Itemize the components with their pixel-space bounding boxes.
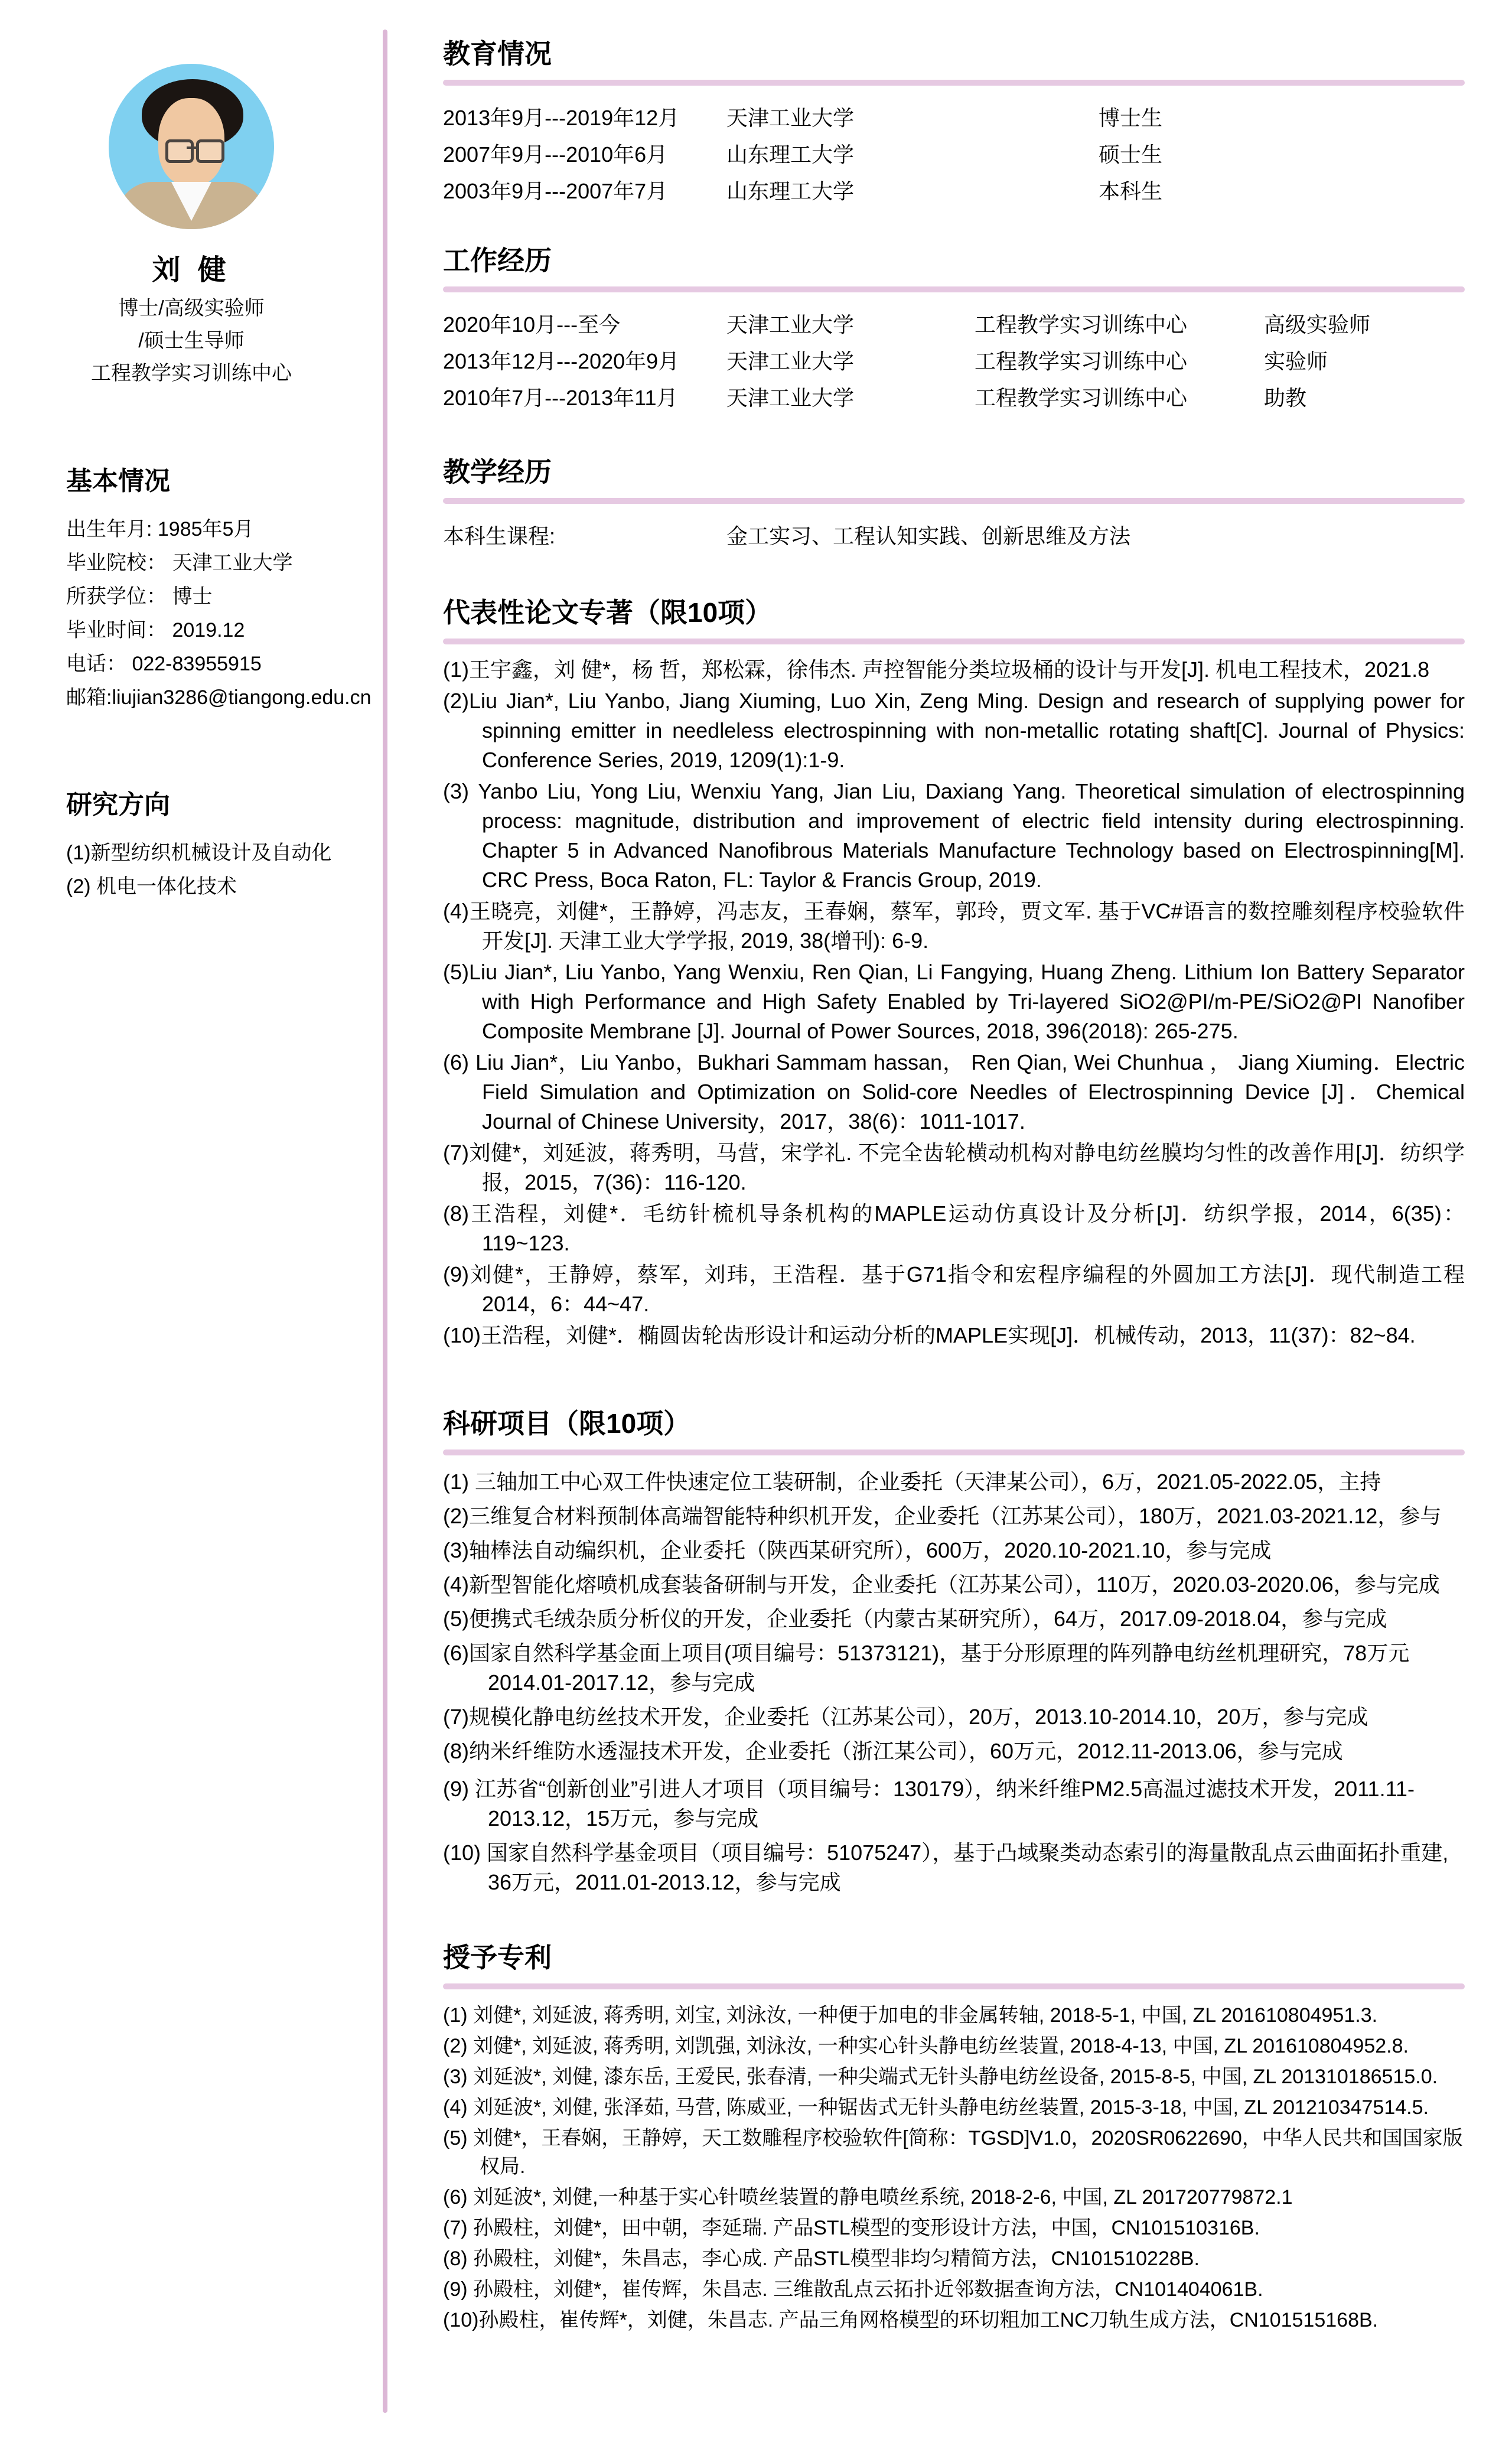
education-row [443, 136, 1465, 173]
project-item: (2)三维复合材料预制体高端智能特种织机开发，企业委托（江苏某公司），180万，2021.03-2021.12，参与 [443, 1504, 1442, 1528]
publication-item: (7)刘健*，刘延波，蒋秀明，马营，宋学礼. 不完全齿轮横动机构对静电纺丝膜均匀性的改善作用[J]．纺织学报，2015，7(36)：116-120. [443, 1141, 1465, 1194]
section-education [443, 32, 1465, 210]
work-title: 助教 [1264, 386, 1307, 410]
project-item: (6)国家自然科学基金面上项目(项目编号：51373121)，基于分形原理的阵列静电纺丝机理研究，78万元 2014.01-2017.12，参与完成 [443, 1641, 1410, 1695]
project-item: (1) 三轴加工中心双工件快速定位工装研制，企业委托（天津某公司），6万，2021.05-2022.05，主持 [443, 1470, 1381, 1494]
profile-title-line1: 博士/高级实验师 [118, 297, 265, 320]
teaching-underline [443, 498, 1465, 504]
photo-glasses-bridge-shape [187, 146, 197, 149]
basic-info-school: 毕业院校： 天津工业大学 [66, 552, 293, 574]
basic-info-email: 邮箱:liujian3286@tiangong.edu.cn [66, 686, 372, 709]
patent-item: (8) 孙殿柱，刘健*，朱昌志，李心成. 产品STL模型非均匀精简方法，CN101510228B. [443, 2247, 1200, 2270]
patent-item: (5) 刘健*，王春娴，王静婷，天工数雕程序校验软件[简称：TGSD]V1.0，2020SR0622690，中华人民共和国国家版权局. [443, 2127, 1463, 2178]
education-underline [443, 80, 1465, 86]
basic-info-header: 基本情况 [66, 467, 170, 496]
research-direction-header: 研究方向 [66, 790, 170, 819]
education-period: 2013年9月---2019年12月 [443, 106, 680, 130]
education-school: 山东理工大学 [726, 179, 855, 203]
publications-list [443, 655, 1465, 1350]
research-direction-list [66, 836, 379, 904]
education-school: 山东理工大学 [726, 142, 855, 167]
education-degree: 博士生 [1099, 106, 1163, 130]
project-item: (3)轴棒法自动编织机，企业委托（陕西某研究所），600万，2020.10-2021.10，参与完成 [443, 1538, 1272, 1562]
publication-item: (1)王宇鑫，刘 健*，杨 哲，郑松霖，徐伟杰. 声控智能分类垃圾桶的设计与开发[J]. 机电工程技术，2021.8 [443, 657, 1430, 682]
project-item: (7)规模化静电纺丝技术开发，企业委托（江苏某公司），20万，2013.10-2014.10，20万，参与完成 [443, 1705, 1368, 1729]
profile-photo [109, 64, 274, 229]
research-direction-item: (2) 机电一体化技术 [66, 875, 237, 898]
projects-header: 科研项目（限10项） [443, 1408, 691, 1439]
education-period: 2003年9月---2007年7月 [443, 179, 668, 203]
work-row [443, 343, 1465, 380]
work-period: 2010年7月---2013年11月 [443, 386, 678, 410]
publication-item: (4)王晓亮，刘健*，王静婷，冯志友，王春娴，蔡军，郭玲，贾文军. 基于VC#语言的数控雕刻程序校验软件开发[J]. 天津工业大学学报, 2019, 38(增刊): 6-9. [443, 899, 1465, 953]
work-dept: 工程教学实习训练中心 [975, 312, 1188, 337]
work-org: 天津工业大学 [726, 312, 855, 337]
profile-name: 刘 健 [152, 255, 231, 286]
education-degree: 本科生 [1099, 179, 1163, 203]
work-underline [443, 286, 1465, 292]
patent-item: (10)孙殿柱，崔传辉*，刘健，朱昌志. 产品三角网格模型的环切粗加工NC刀轨生成方法，CN101515168B. [443, 2309, 1379, 2331]
patents-list [443, 2001, 1465, 2334]
projects-list [443, 1467, 1465, 1897]
main-column [443, 0, 1465, 2337]
work-row [443, 307, 1465, 343]
teaching-courses: 金工实习、工程认知实践、创新思维及方法 [726, 524, 1131, 548]
profile-title-line2: /硕士生导师 [138, 330, 245, 352]
education-degree: 硕士生 [1099, 142, 1163, 167]
sidebar-main-divider [383, 30, 387, 2413]
section-work [443, 239, 1465, 416]
research-direction-item: (1)新型纺织机械设计及自动化 [66, 842, 332, 864]
education-header: 教育情况 [443, 38, 552, 69]
section-publications [443, 591, 1465, 1350]
patent-item: (6) 刘延波*, 刘健,一种基于实心针喷丝装置的静电喷丝系统, 2018-2-6, 中国, ZL 201720779872.1 [443, 2186, 1293, 2209]
work-dept: 工程教学实习训练中心 [975, 386, 1188, 410]
education-school: 天津工业大学 [726, 106, 855, 130]
basic-info-birth: 出生年月: 1985年5月 [66, 518, 254, 540]
section-patents [443, 1936, 1465, 2334]
patent-item: (2) 刘健*, 刘延波, 蒋秀明, 刘凯强, 刘泳汝, 一种实心针头静电纺丝装置, 2018-4-13, 中国, ZL 201610804952.8. [443, 2035, 1409, 2057]
patents-header: 授予专利 [443, 1942, 552, 1973]
patents-underline [443, 1983, 1465, 1989]
work-org: 天津工业大学 [726, 349, 855, 373]
patent-item: (1) 刘健*, 刘延波, 蒋秀明, 刘宝, 刘泳汝, 一种便于加电的非金属转轴, 2018-5-1, 中国, ZL 201610804951.3. [443, 2004, 1378, 2027]
publication-item: (5)Liu Jian*, Liu Yanbo, Yang Wenxiu, Ren Qian, Li Fangying, Huang Zheng. Lithium Ion Battery Separator with High Performance and High Safety Enabled by Tri-layered SiO2@PI/m-PE/SiO2@PI Nanofiber Composite Membrane [J]. Journal of Power Sources, 2018, 396(2018): 265-275. [443, 960, 1465, 1043]
education-row [443, 100, 1465, 136]
project-item: (4)新型智能化熔喷机成套装备研制与开发，企业委托（江苏某公司），110万，2020.03-2020.06，参与完成 [443, 1572, 1440, 1597]
teaching-row [443, 518, 1465, 555]
basic-info-degree: 所获学位： 博士 [66, 585, 213, 608]
photo-glasses-left-shape [165, 139, 194, 163]
section-teaching [443, 451, 1465, 555]
work-period: 2020年10月---至今 [443, 312, 621, 337]
publications-underline [443, 639, 1465, 644]
teaching-header: 教学经历 [443, 457, 552, 487]
work-title: 实验师 [1264, 349, 1328, 373]
work-dept: 工程教学实习训练中心 [975, 349, 1188, 373]
projects-underline [443, 1450, 1465, 1455]
publication-item: (6) Liu Jian*，Liu Yanbo，Bukhari Sammam hassan， Ren Qian, Wei Chunhua ， Jiang Xiuming．Electric Field Simulation and Optimization on Solid-core Needles of Electrospinning Device [J]．Chemical Journal of Chinese University，2017，38(6)：1011-1017. [443, 1050, 1465, 1133]
project-item: (10) 国家自然科学基金项目（项目编号：51075247），基于凸域聚类动态索引的海量散乱点云曲面拓扑重建, 36万元，2011.01-2013.12，参与完成 [443, 1841, 1449, 1894]
education-period: 2007年9月---2010年6月 [443, 142, 668, 167]
patent-item: (3) 刘延波*, 刘健, 漆东岳, 王爱民, 张春清, 一种尖端式无针头静电纺丝设备, 2015-8-5, 中国, ZL 201310186515.0. [443, 2066, 1438, 2088]
work-org: 天津工业大学 [726, 386, 855, 410]
education-row [443, 173, 1465, 210]
work-title: 高级实验师 [1264, 312, 1371, 337]
sidebar [0, 0, 383, 904]
project-item: (9) 江苏省“创新创业”引进人才项目（项目编号：130179），纳米纤维PM2.5高温过滤技术开发，2011.11-2013.12，15万元，参与完成 [443, 1777, 1415, 1830]
section-projects [443, 1402, 1465, 1897]
basic-info-phone: 电话： 022-83955915 [66, 653, 262, 675]
patent-item: (9) 孙殿柱，刘健*，崔传辉，朱昌志. 三维散乱点云拓扑近邻数据查询方法，CN101404061B. [443, 2278, 1263, 2301]
publications-header: 代表性论文专著（限10项） [443, 597, 773, 628]
publication-item: (2)Liu Jian*, Liu Yanbo, Jiang Xiuming, Luo Xin, Zeng Ming. Design and research of supplying power for spinning emitter in needleless electrospinning with non-metallic rotating shaft[C]. Journal of Physics: Conference Series, 2019, 1209(1):1-9. [443, 689, 1465, 772]
teaching-label: 本科生课程: [443, 524, 556, 548]
publication-item: (9)刘健*，王静婷，蔡军，刘玮，王浩程．基于G71指令和宏程序编程的外圆加工方法[J]．现代制造工程 2014，6：44~47. [443, 1262, 1465, 1316]
profile-title-line3: 工程教学实习训练中心 [91, 362, 292, 385]
work-period: 2013年12月---2020年9月 [443, 349, 680, 373]
publication-item: (3) Yanbo Liu, Yong Liu, Wenxiu Yang, Jian Liu, Daxiang Yang. Theoretical simulation of electrospinning process: magnitude, distribution and improvement of electric field intensity during electrospinning. Chapter 5 in Advanced Nanofibrous Materials Manufacture Technology based on Electrospinning[M]. CRC Press, Boca Raton, FL: Taylor & Francis Group, 2019. [443, 779, 1465, 892]
work-header: 工作经历 [443, 245, 552, 276]
basic-info-gradtime: 毕业时间： 2019.12 [66, 619, 245, 641]
basic-info-list [66, 513, 379, 715]
project-item: (8)纳米纤维防水透湿技术开发，企业委托（浙江某公司），60万元，2012.11-2013.06，参与完成 [443, 1739, 1343, 1763]
publication-item: (8)王浩程，刘健*．毛纺针梳机导条机构的MAPLE运动仿真设计及分析[J]．纺织学报，2014，6(35)：119~123. [443, 1201, 1465, 1255]
publication-item: (10)王浩程，刘健*．椭圆齿轮齿形设计和运动分析的MAPLE实现[J]．机械传动，2013，11(37)：82~84. [443, 1323, 1416, 1347]
work-row [443, 380, 1465, 416]
patent-item: (7) 孙殿柱，刘健*，田中朝，李延瑞. 产品STL模型的变形设计方法，中国，CN101510316B. [443, 2217, 1260, 2239]
patent-item: (4) 刘延波*, 刘健, 张泽茹, 马营, 陈威亚, 一种锯齿式无针头静电纺丝装置, 2015-3-18, 中国, ZL 201210347514.5. [443, 2096, 1429, 2119]
photo-glasses-right-shape [196, 139, 224, 163]
project-item: (5)便携式毛绒杂质分析仪的开发，企业委托（内蒙古某研究所），64万，2017.09-2018.04，参与完成 [443, 1607, 1387, 1631]
